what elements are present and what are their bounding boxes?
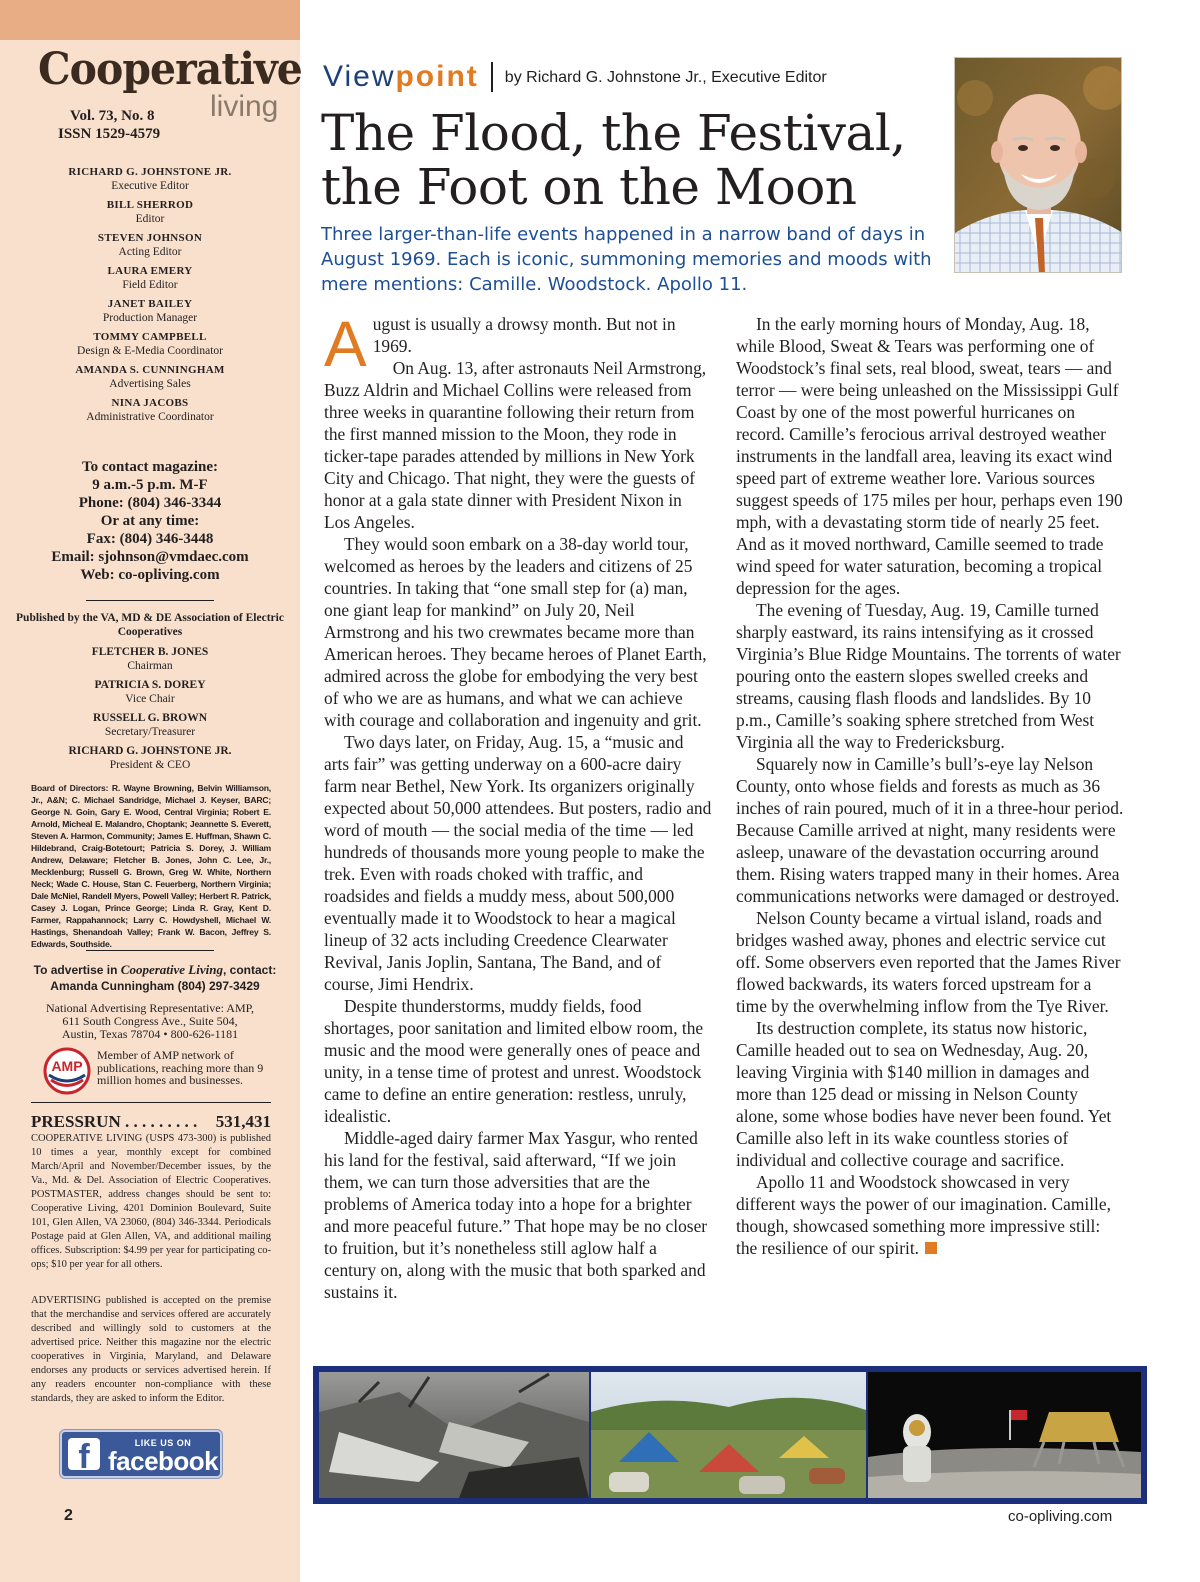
staff-role: Design & E-Media Coordinator: [77, 345, 223, 357]
paragraph: Two days later, on Friday, Aug. 15, a “music and arts fair” was getting underway on a 600-acre dairy farm near Bethel, New York. Its organizers originally expected about 50,000 attendees. But posters, radio and word of mouth — the social media of the time — led hundreds of thousands more young people to make the trek. Even with roads choked with traffic, and roadsides and fields a muddy mess, about 500,000 eventually made it to Woodstock to hear a magical lineup of 32 acts including Creedence Clearwater Revival, Janis Joplin, Santana, The Band, and of course, Jimi Hendrix.: [324, 732, 712, 994]
officer-role: President & CEO: [109, 759, 191, 771]
staff-role: Administrative Coordinator: [86, 411, 214, 423]
staff-role: Field Editor: [122, 279, 178, 291]
contact-web[interactable]: Web: co-opliving.com: [80, 567, 220, 583]
sidebar-top-band: [0, 0, 300, 40]
amp-representative: [0, 1002, 300, 1041]
staff-role: Editor: [135, 213, 165, 225]
article-column-1: [324, 308, 712, 1303]
lead-text: ugust is usually a drowsy month. But not in 1969.: [372, 314, 676, 356]
staff-entry: [0, 396, 300, 424]
facebook-like-button[interactable]: [60, 1430, 222, 1478]
advertise-contact: [0, 962, 310, 994]
headline-line: The Flood, the Festival,: [321, 104, 906, 162]
facebook-icon: f: [68, 1438, 100, 1470]
facebook-like-text: LIKE US ON: [134, 1438, 192, 1448]
section-label-view: View: [323, 60, 396, 93]
pressrun-value: 531,431: [215, 1112, 271, 1131]
pressrun: [31, 1112, 271, 1132]
paragraph: Middle-aged dairy farmer Max Yasgur, who rented his land for the festival, said afterward, “If we join them, we can turn those adversities that are the problems of America today into a hope for a brighter and more peaceful future.” That hope may be no closer to fruition, but it’s nonetheless still aglow half a century on, along with the music that both sparked and sustains it.: [324, 1128, 708, 1302]
flood-photo: [319, 1372, 589, 1498]
issn-number: ISSN 1529-4579: [58, 126, 161, 142]
staff-name: LAURA EMERY: [107, 265, 193, 277]
staff-name: STEVEN JOHNSON: [97, 232, 203, 244]
contact-email[interactable]: Email: sjohnson@vmdaec.com: [51, 549, 249, 565]
photo-strip: [313, 1366, 1147, 1504]
sidebar: [0, 0, 300, 1582]
paragraph: The evening of Tuesday, Aug. 19, Camille turned sharply eastward, its rains intensifying as it crossed Virginia’s Blue Ridge Mountains. The torrents of water pouring onto the eastern slopes swelled creeks and streams, causing flash floods and landslides. By 10 p.m., Camille’s soaking sphere stretched from West Virginia all the way to Fredericksburg.: [736, 600, 1121, 752]
officer-name: RUSSELL G. BROWN: [92, 712, 208, 724]
contact-fax: Fax: (804) 346-3448: [86, 531, 214, 547]
advertising-policy: ADVERTISING published is accepted on the premise that the merchandise and services offered are accurately described and willingly sold to customers at the advertised price. Neither this magazine nor the electric cooperatives in Virginia, Maryland, and Delaware endorses any products or services advertised herein. If any readers encounter non-compliance with these standards, they are asked to inform the Editor.: [31, 1295, 271, 1404]
officer-role: Secretary/Treasurer: [104, 726, 196, 738]
amp-logo-icon: [43, 1047, 91, 1095]
officer-entry: [0, 645, 300, 673]
officer-entry: [0, 678, 300, 706]
article-column-2: [736, 313, 1124, 1259]
paragraph: Its destruction complete, its status now historic, Camille headed out to sea on Wednesday, Aug. 20, leaving Virginia with $140 million in damages and more than 125 dead or missing in Nelson County alone, some whose bodies have never been found. Yet Camille also left in its wake countless stories of individual and collective courage and sacrifice.: [736, 1018, 1112, 1170]
amp-member-text: Member of AMP network of publications, reaching more than 9 million homes and businesses.: [97, 1048, 264, 1087]
staff-name: TOMMY CAMPBELL: [93, 331, 207, 343]
section-label: [323, 60, 827, 94]
staff-name: AMANDA S. CUNNINGHAM: [75, 364, 225, 376]
staff-entry: [0, 165, 300, 193]
advertise-line1: [0, 962, 310, 978]
staff-entry: [0, 363, 300, 391]
section-label-point: point: [395, 60, 479, 93]
paragraph: Nelson County became a virtual island, roads and bridges washed away, phones and electric service cut off. Some observers even reported that the James River flowed backwards, its waters forced upstream for a time by the overwhelming inflow from the Tye River.: [736, 908, 1121, 1016]
board-of-directors: Board of Directors: R. Wayne Browning, Belvin Williamson, Jr., A&N; C. Michael Sandridge, Michael J. Keyser, BARC; George N. Goin, Gary E. Wood, Central Virginia; Robert E. Arnold, Micheal E. Malandro, Choptank; Jeannette S. Everett, Steven A. Harmon, Community; James E. Huffman, Shawn C. Hildebrand, Craig-Botetourt; Patricia S. Dorey, J. William Andrew, Delaware; Fletcher B. Jones, John C. Lee, Jr., Mecklenburg; Russell G. Brown, Greg W. White, Northern Neck; Wade C. House, Stan C. Feuerberg, Northern Virginia; Dale McNiel, Randell Myers, Powell Valley; Herbert R. Patrick, Casey J. Logan, Prince George; Linda R. Gray, Kent D. Farmer, Rappahannock; Larry C. Howdyshell, Michael W. Hastings, Shenandoah Valley; Frank W. Bacon, Jeffrey S. Edwards, Southside.: [31, 783, 271, 949]
staff-entry: [0, 264, 300, 292]
staff-name: NINA JACOBS: [111, 397, 189, 409]
advertise-magazine-name: Cooperative Living: [120, 962, 223, 977]
author-photo: [954, 57, 1122, 273]
amp-logo-text: AMP: [51, 1058, 83, 1074]
contact-heading: To contact magazine:: [81, 459, 219, 475]
masthead: [38, 44, 302, 142]
staff-name: RICHARD G. JOHNSTONE JR.: [68, 166, 232, 178]
contact-hours: 9 a.m.-5 p.m. M-F: [92, 477, 208, 493]
staff-list: [0, 165, 300, 429]
association-info: [0, 611, 300, 777]
volume-number: Vol. 73, No. 8: [70, 108, 155, 124]
staff-name: BILL SHERROD: [106, 199, 194, 211]
officer-role: Vice Chair: [125, 693, 175, 705]
pressrun-label: PRESSRUN . . . . . . . . .: [31, 1112, 198, 1131]
paragraph: In the early morning hours of Monday, Aug. 18, while Blood, Sweat & Tears was performing one of Woodstock’s final sets, real blood, sweat, tears — and terror — were being unleashed on the Mississippi Gulf Coast by one of the most powerful hurricanes on record. Camille’s ferocious arrival destroyed weather instruments in the landfall area, leaving its exact wind speed part of extreme weather lore. Various sources suggest speeds of 175 miles per hour, perhaps even 190 mph, with a devastating storm tide of nearly 25 feet. And as it moved northward, Camille seemed to trade wind speed for water saturation, becoming a tropical depression for the ages.: [736, 314, 1123, 598]
masthead-title: Cooperative: [38, 44, 302, 95]
amp-rep-line: Austin, Texas 78704 • 800-626-1181: [61, 1027, 239, 1041]
advertise-prefix: To advertise in: [33, 963, 121, 977]
headline: [321, 106, 961, 214]
paragraph: Squarely now in Camille’s bull’s-eye lay Nelson County, onto whose fields and forests as much as 36 inches of rain poured, much of it in a three-hour period. Because Camille arrived at night, many residents were asleep, unaware of the devastation occurring around them. Rising waters trapped many in their homes. Area communications networks were damaged or destroyed.: [736, 754, 1124, 906]
officer-role: Chairman: [127, 660, 173, 672]
officer-name: PATRICIA S. DOREY: [94, 679, 206, 691]
final-paragraph: [736, 1171, 1124, 1259]
headline-line: the Foot on the Moon: [321, 158, 857, 216]
staff-entry: [0, 198, 300, 226]
masthead-subtitle: living: [210, 90, 279, 123]
contact-info: [0, 458, 300, 584]
publication-info: COOPERATIVE LIVING (USPS 473-300) is published 10 times a year, monthly except for combined March/April and November/December issues, by the Va., Md. & Del. Association of Electric Cooperatives. POSTMASTER, address changes should be sent to: Cooperative Living, 4201 Dominion Boulevard, Suite 101, Glen Allen, VA 23060, (804) 346-3344. Periodicals Postage paid at Glen Allen, VA, and additional mailing offices. Subscription: $4.99 per year for participating co-ops; $10 per year for all others.: [31, 1133, 271, 1270]
drop-cap: A: [324, 308, 367, 380]
staff-entry: [0, 297, 300, 325]
contact-any-time: Or at any time:: [100, 513, 200, 529]
divider: [31, 1102, 271, 1103]
photo-strip-images: [319, 1372, 1141, 1498]
staff-role: Production Manager: [102, 312, 198, 324]
deck: Three larger-than-life events happened in a narrow band of days in August 1969. Each is iconic, summoning memories and moods with mere mentions: Camille. Woodstock. Apollo 11.: [321, 224, 932, 295]
section-divider: [491, 62, 493, 92]
divider: [86, 950, 214, 951]
staff-entry: [0, 330, 300, 358]
published-by: Published by the VA, MD & DE Association of Electric Cooperatives: [16, 612, 284, 638]
contact-phone: Phone: (804) 346-3344: [78, 495, 222, 511]
festival-photo: [591, 1372, 866, 1498]
staff-role: Executive Editor: [111, 180, 189, 192]
final-paragraph-text: Apollo 11 and Woodstock showcased in very different ways the power of our imagination. Camille, though, showcased something more impressive still: the resilience of our spirit.: [736, 1172, 1111, 1258]
moon-landing-photo: [868, 1372, 1141, 1498]
facebook-brand: facebook: [108, 1446, 219, 1476]
staff-role: Acting Editor: [118, 246, 182, 258]
lead-paragraph: [324, 308, 712, 380]
advertise-line2: Amanda Cunningham (804) 297-3429: [50, 979, 260, 993]
footer-url[interactable]: co-opliving.com: [1008, 1508, 1113, 1525]
officer-entry: [0, 744, 300, 772]
staff-entry: [0, 231, 300, 259]
page-number: 2: [64, 1507, 73, 1524]
paragraph: They would soon embark on a 38-day world tour, welcomed as heroes by the leaders and citizens of 25 countries. In taking that “one small step for (a) man, one giant leap for mankind” on July 20, Neil Armstrong and his two crewmates became more than American heroes. They became heroes of Planet Earth, admired across the globe for embodying the very best of who we are as humans, and what we can achieve with courage and collaboration and ingenuity and grit.: [324, 534, 707, 730]
staff-name: JANET BAILEY: [107, 298, 193, 310]
advertise-suffix: , contact:: [222, 963, 277, 977]
paragraph: Despite thunderstorms, muddy fields, food shortages, poor sanitation and limited elbow room, the music and the mood were generally ones of peace and unity, in a tense time of protest and unrest. Woodstock came to define an entire generation: restless, unruly, idealistic.: [324, 996, 704, 1126]
amp-rep-line: National Advertising Representative: AMP,: [46, 1001, 254, 1015]
byline: by Richard G. Johnstone Jr., Executive Editor: [504, 69, 827, 86]
end-mark-icon: [925, 1242, 937, 1254]
divider: [86, 600, 214, 601]
officer-name: FLETCHER B. JONES: [91, 646, 209, 658]
paragraph: On Aug. 13, after astronauts Neil Armstrong, Buzz Aldrin and Michael Collins were released from three weeks in quarantine following their return from the first manned mission to the Moon, they rode in ticker-tape parades attended by millions in New York City and Chicago. That night, they were the guests of honor at a gala state dinner with President Nixon in Los Angeles.: [324, 358, 707, 532]
staff-role: Advertising Sales: [109, 378, 191, 390]
amp-rep-line: 611 South Congress Ave., Suite 504,: [62, 1014, 238, 1028]
officer-entry: [0, 711, 300, 739]
officer-name: RICHARD G. JOHNSTONE JR.: [68, 745, 232, 757]
